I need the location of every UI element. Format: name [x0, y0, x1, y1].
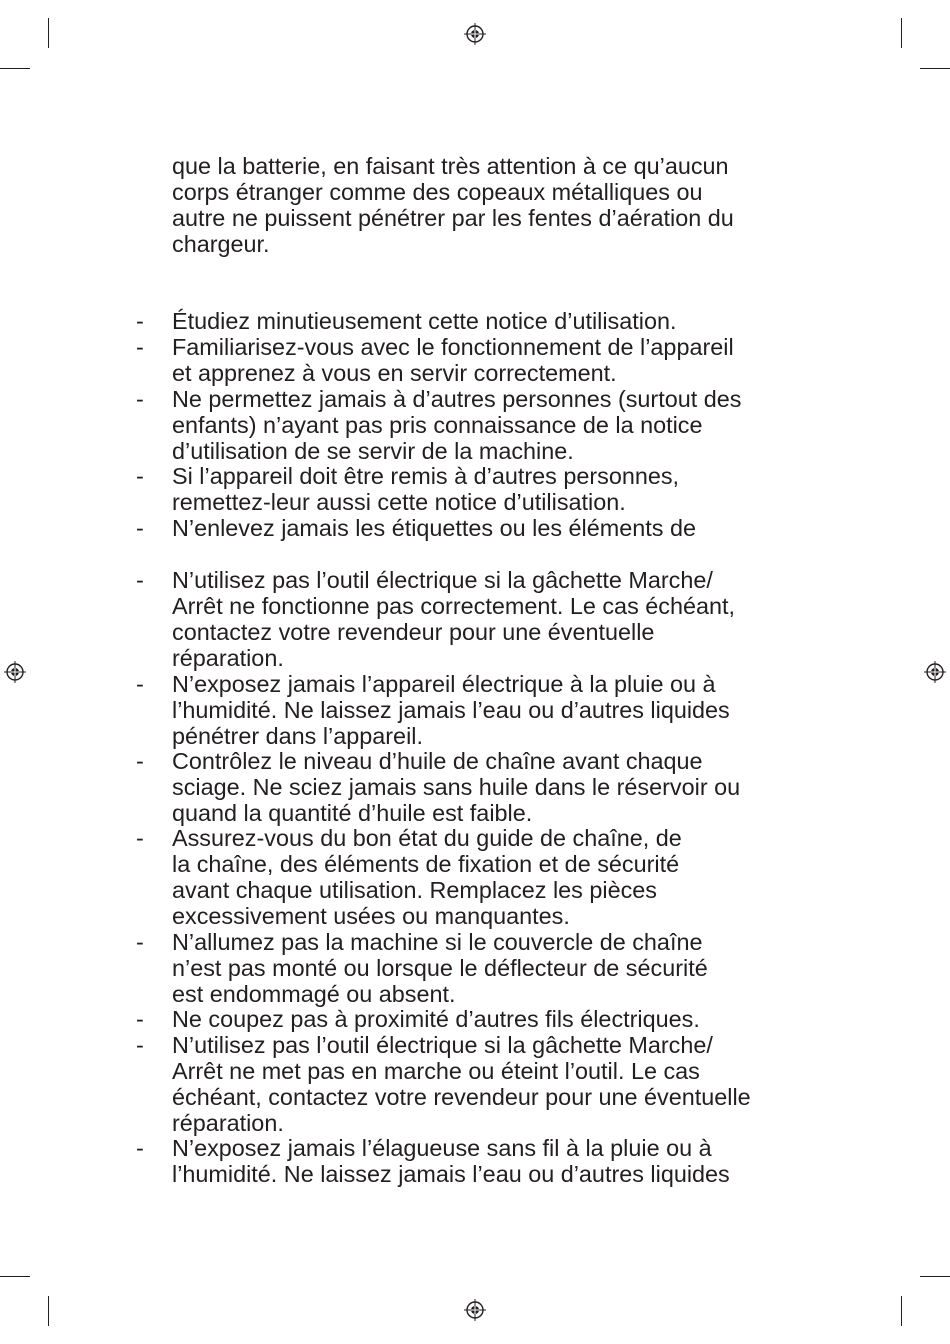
bullet-dash: - — [136, 334, 144, 360]
bullet-dash: - — [136, 567, 144, 593]
list-item-text — [172, 334, 734, 386]
list-item-line: Étudiez minutieusement cette notice d’utilisation. — [172, 308, 677, 334]
list-item-line: Si l’appareil doit être remis à d’autres personnes, — [172, 463, 680, 489]
list-item-line: N’allumez pas la machine si le couvercle de chaîne — [172, 929, 703, 955]
list-item-text — [172, 515, 696, 541]
list-item-line: et apprenez à vous en servir correctement. — [172, 360, 617, 386]
list-item-line: n’est pas monté ou lorsque le déflecteur de sécurité — [172, 955, 708, 981]
list-item-line: Contrôlez le niveau d’huile de chaîne avant chaque — [172, 748, 703, 774]
bullet-dash: - — [136, 386, 144, 412]
registration-mark-right-icon — [924, 661, 946, 683]
list-item-text — [172, 1135, 730, 1187]
crop-mark-bottom-left-horizontal — [0, 1276, 30, 1277]
list-item-line: Familiarisez-vous avec le fonctionnement de l’appareil — [172, 334, 734, 360]
intro-line: autre ne puissent pénétrer par les fentes d’aération du — [172, 205, 734, 231]
list-item-line: N’utilisez pas l’outil électrique si la gâchette Marche/ — [172, 567, 713, 593]
list-item-text — [172, 1032, 751, 1136]
list-item-text — [172, 929, 708, 1007]
bullet-dash: - — [136, 671, 144, 697]
list-item-line: excessivement usées ou manquantes. — [172, 903, 570, 929]
list-item-text — [172, 671, 730, 749]
list-item-line: quand la quantité d’huile est faible. — [172, 800, 533, 826]
intro-line: corps étranger comme des copeaux métalliques ou — [172, 179, 703, 205]
crop-mark-top-right-vertical — [901, 18, 902, 48]
list-item-line: remettez-leur aussi cette notice d’utilisation. — [172, 489, 626, 515]
bullet-dash: - — [136, 463, 144, 489]
list-item-line: l’humidité. Ne laissez jamais l’eau ou d’autres liquides — [172, 697, 730, 723]
bullet-dash: - — [136, 1032, 144, 1058]
list-item-line: l’humidité. Ne laissez jamais l’eau ou d’autres liquides — [172, 1161, 730, 1187]
list-item-line: échéant, contactez votre revendeur pour une éventuelle — [172, 1084, 751, 1110]
list-item-line: Ne coupez pas à proximité d’autres fils électriques. — [172, 1006, 700, 1032]
crop-mark-bottom-right-horizontal — [920, 1276, 950, 1277]
list-item-line: N’exposez jamais l’élagueuse sans fil à la pluie ou à — [172, 1135, 712, 1161]
registration-mark-top-icon — [464, 23, 486, 45]
list-item-line: réparation. — [172, 1110, 284, 1136]
crop-mark-top-left-horizontal — [0, 68, 30, 69]
list-item-line: sciage. Ne sciez jamais sans huile dans le réservoir ou — [172, 774, 741, 800]
list-item-line: avant chaque utilisation. Remplacez les pièces — [172, 877, 657, 903]
list-item-text — [172, 463, 679, 515]
crop-mark-bottom-right-vertical — [901, 1296, 902, 1326]
intro-line: que la batterie, en faisant très attention à ce qu’aucun — [172, 153, 729, 179]
list-item-line: N’enlevez jamais les étiquettes ou les éléments de — [172, 515, 696, 541]
list-item-text — [172, 386, 741, 464]
list-item-line: Ne permettez jamais à d’autres personnes (surtout des — [172, 386, 742, 412]
list-item-text — [172, 825, 682, 929]
list-item-line: réparation. — [172, 645, 284, 671]
list-item-line: Arrêt ne met pas en marche ou éteint l’outil. Le cas — [172, 1058, 700, 1084]
bullet-dash: - — [136, 825, 144, 851]
list-item-line: pénétrer dans l’appareil. — [172, 723, 423, 749]
bullet-dash: - — [136, 748, 144, 774]
bullet-dash: - — [136, 1135, 144, 1161]
crop-mark-bottom-left-vertical — [48, 1296, 49, 1326]
list-item-text — [172, 567, 735, 671]
bullet-dash: - — [136, 308, 144, 334]
list-item-text — [172, 308, 676, 334]
list-item-line: N’utilisez pas l’outil électrique si la gâchette Marche/ — [172, 1032, 713, 1058]
list-item-line: la chaîne, des éléments de fixation et de sécurité — [172, 851, 680, 877]
list-item-line: d’utilisation de se servir de la machine. — [172, 438, 574, 464]
crop-mark-top-left-vertical — [48, 18, 49, 48]
list-item-line: N’exposez jamais l’appareil électrique à la pluie ou à — [172, 671, 716, 697]
list-item-line: Arrêt ne fonctionne pas correctement. Le cas échéant, — [172, 593, 735, 619]
list-item-text — [172, 1006, 700, 1032]
bullet-dash: - — [136, 1006, 144, 1032]
list-item-line: enfants) n’ayant pas pris connaissance de la notice — [172, 412, 703, 438]
bullet-dash: - — [136, 515, 144, 541]
list-item-line: Assurez-vous du bon état du guide de chaîne, de — [172, 825, 682, 851]
intro-paragraph — [172, 153, 832, 257]
crop-mark-top-right-horizontal — [920, 68, 950, 69]
list-item-line: est endommagé ou absent. — [172, 981, 456, 1007]
list-item-line: contactez votre revendeur pour une éventuelle — [172, 619, 655, 645]
registration-mark-bottom-icon — [464, 1299, 486, 1321]
registration-mark-left-icon — [4, 661, 26, 683]
bullet-dash: - — [136, 929, 144, 955]
list-item-text — [172, 748, 740, 826]
intro-line: chargeur. — [172, 231, 270, 257]
